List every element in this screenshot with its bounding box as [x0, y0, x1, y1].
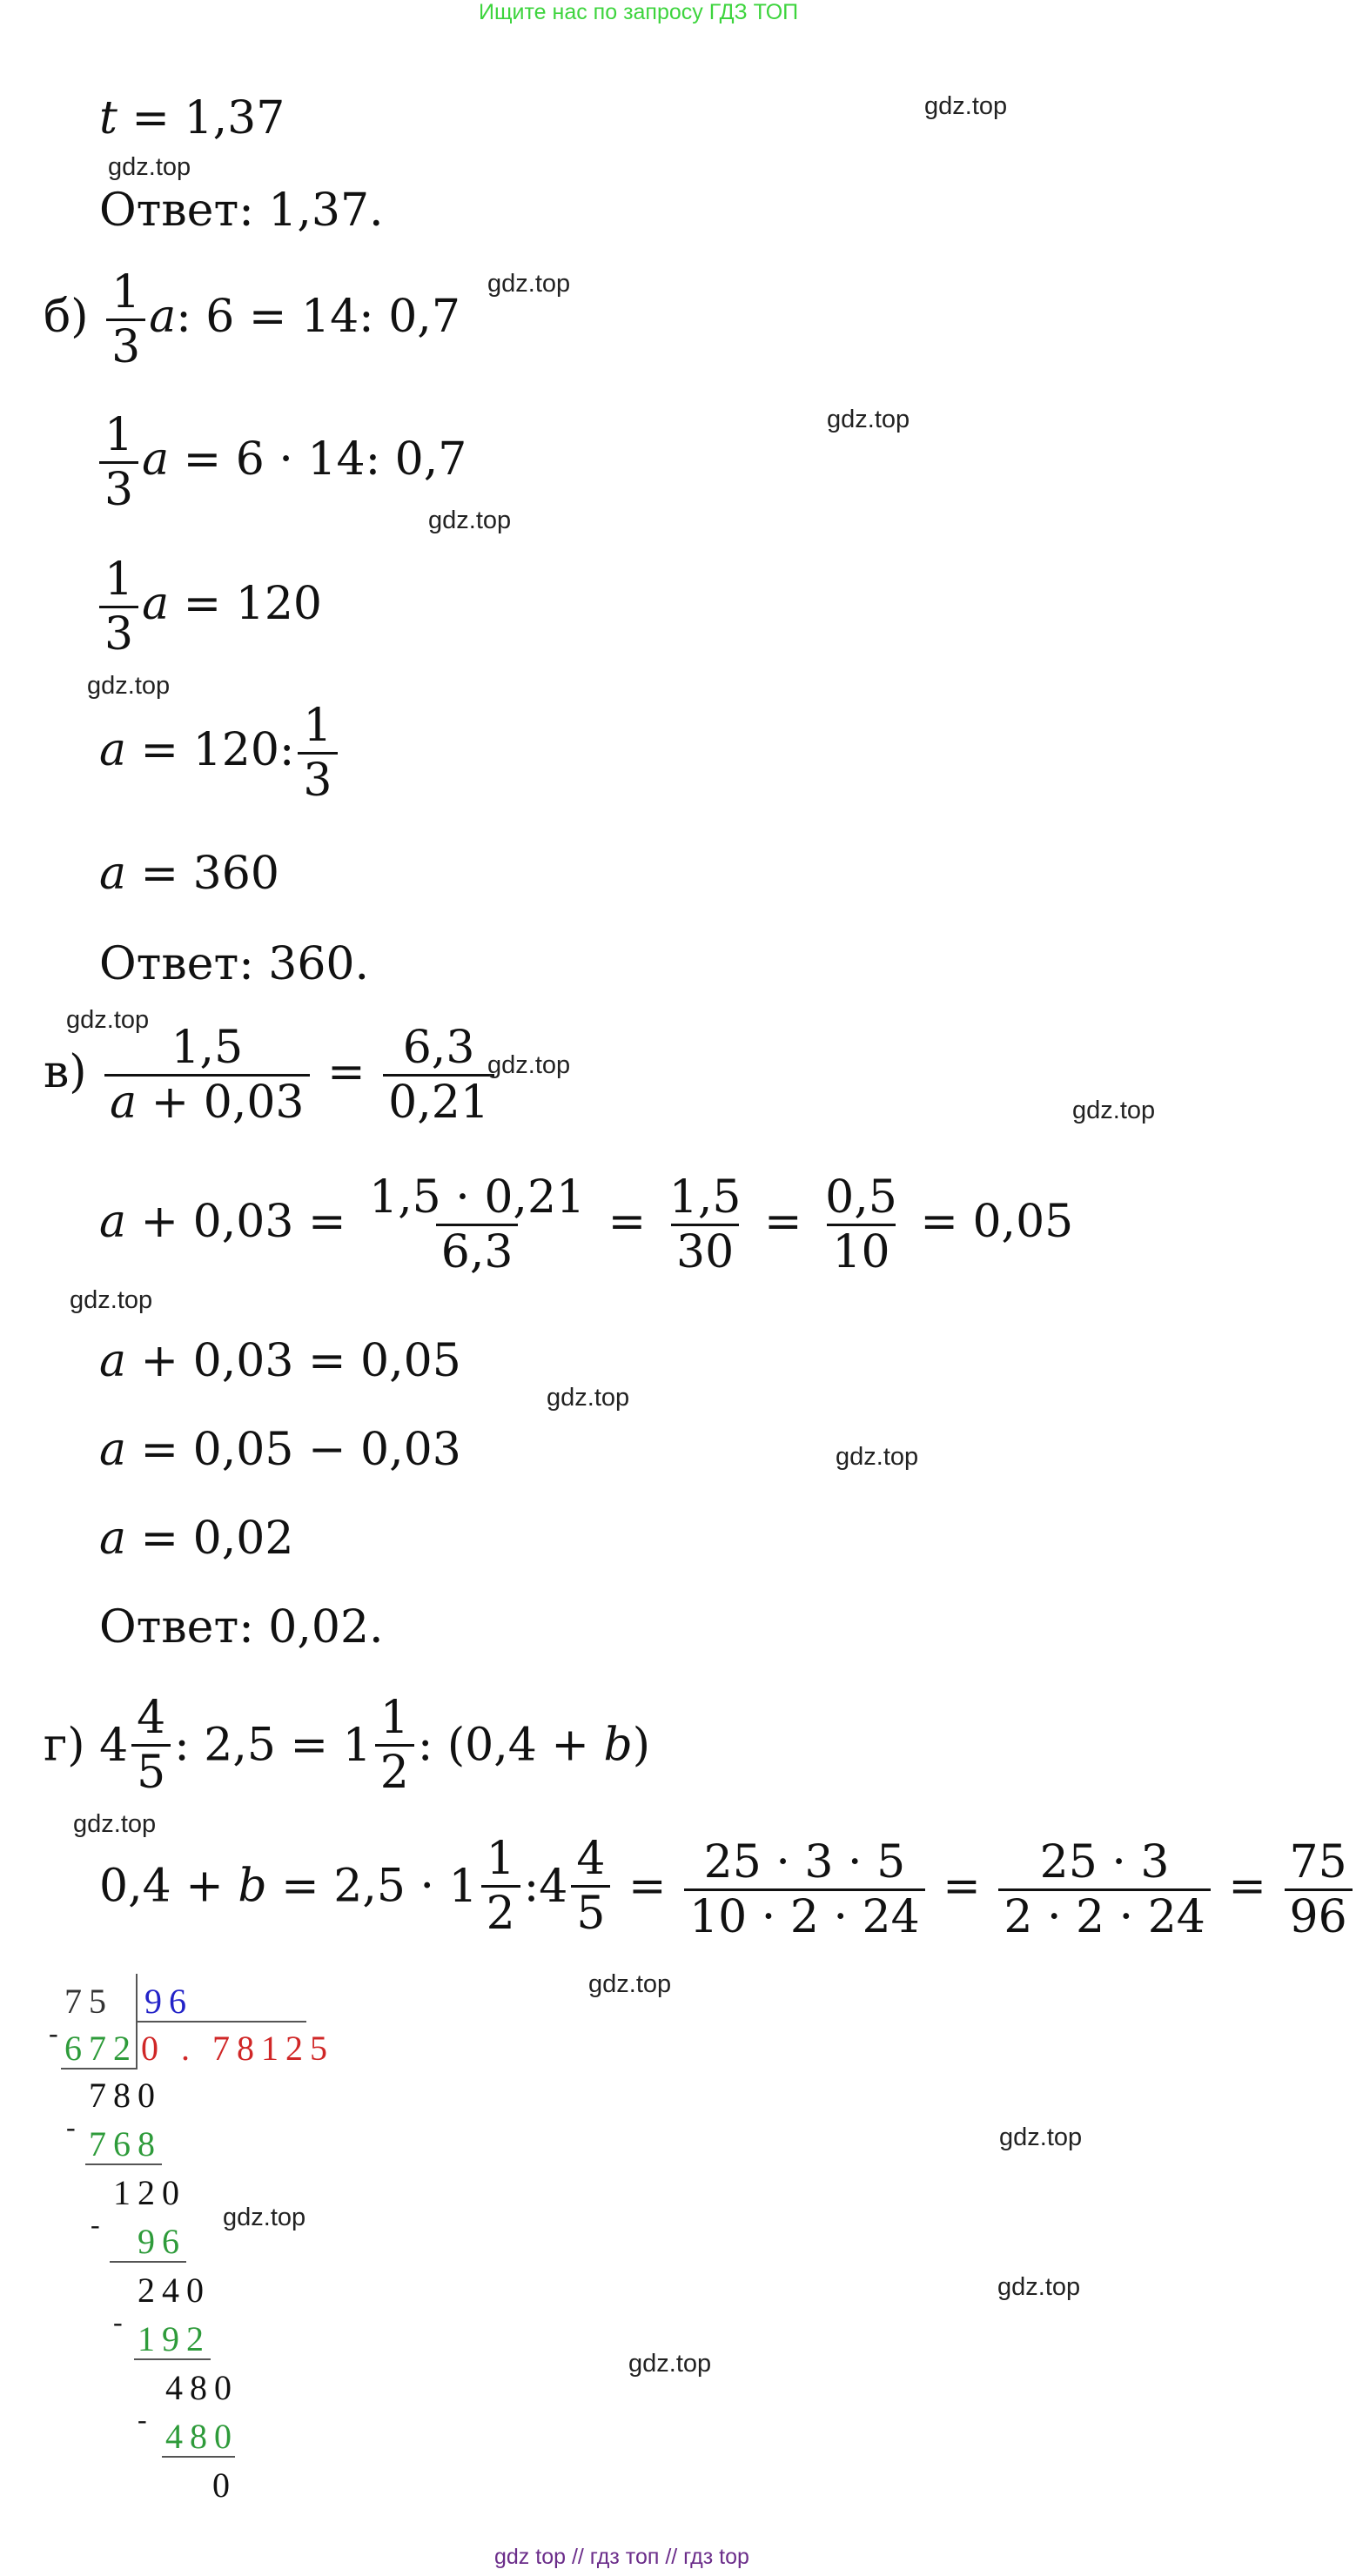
equation-v-4: a = 0,05 − 0,03: [99, 1424, 461, 1476]
watermark: gdz.top: [628, 2350, 712, 2378]
equation-t: t = 1,37: [99, 92, 285, 144]
watermark: gdz.top: [428, 506, 512, 534]
minus-sign: -: [113, 2306, 130, 2338]
quotient: 0 . 78125: [141, 2029, 334, 2068]
answer-a: Ответ: 1,37.: [99, 184, 384, 237]
watermark: gdz.top: [588, 1970, 672, 1998]
dividend: 75: [64, 1982, 113, 2021]
watermark: gdz.top: [1072, 1097, 1156, 1124]
step-subtrahend: 480: [165, 2417, 238, 2456]
step-line: [134, 2358, 211, 2360]
step-remainder: 120: [113, 2173, 186, 2212]
watermark: gdz.top: [70, 1286, 153, 1314]
watermark: gdz.top: [827, 406, 910, 433]
watermark: gdz.top: [66, 1006, 150, 1034]
watermark: gdz.top: [223, 2204, 306, 2231]
divisor: 96: [144, 1982, 193, 2021]
watermark: gdz.top: [997, 2273, 1081, 2301]
step-line: [110, 2261, 186, 2263]
equation-g-2: 0,4 + b = 2,5 · 1 $\frac{1}{2}$ : 4 $\frac{4}{5}$ = $\frac{25 \cdot 3 \cdot 5}{10 \cdot 2 \cdot 24}$ = $\frac{25 \cdot 3}{2 \cdot 2 \cdot 24}$ = $\frac{75}{96}$: [99, 1836, 1356, 1940]
division-bar-horizontal: [136, 2021, 306, 2023]
step-remainder: 780: [89, 2076, 162, 2115]
watermark: gdz.top: [487, 1051, 571, 1079]
equation-v-5: a = 0,02: [99, 1513, 294, 1565]
watermark: gdz.top: [836, 1443, 919, 1471]
minus-sign: -: [66, 2111, 83, 2143]
watermark: gdz.top: [73, 1810, 157, 1838]
step-remainder: 240: [138, 2271, 211, 2310]
watermark: gdz.top: [924, 92, 1008, 120]
step-line: [85, 2163, 162, 2165]
step-subtrahend: 768: [89, 2124, 162, 2163]
footer-links: gdz top // гдз топ // гдз top: [494, 2545, 749, 2569]
minus-sign: -: [49, 2017, 65, 2049]
watermark: gdz.top: [87, 672, 171, 700]
equation-b-4: a = 120: $\frac{1}{3}$: [99, 703, 341, 803]
watermark: gdz.top: [547, 1384, 630, 1412]
header-banner: Ищите нас по запросу ГДЗ ТОП: [479, 0, 799, 24]
watermark: gdz.top: [487, 270, 571, 298]
step-subtrahend: 96: [138, 2222, 186, 2261]
watermark: gdz.top: [108, 153, 191, 181]
step-line: [162, 2456, 235, 2458]
step-subtrahend: 192: [138, 2319, 211, 2358]
equation-b-3: $\frac{1}{3}$ a = 120: [96, 557, 322, 657]
minus-sign: -: [91, 2209, 107, 2240]
answer-v: Ответ: 0,02.: [99, 1601, 384, 1654]
step-remainder: 480: [165, 2368, 238, 2407]
minus-sign: -: [138, 2404, 154, 2435]
equation-v-2: a + 0,03 = $\frac{1,5 \cdot 0,21}{6,3}$ = $\frac{1,5}{30}$ = $\frac{0,5}{10}$ = 0,05: [99, 1171, 1074, 1278]
equation-b-2: $\frac{1}{3}$ a = 6 · 14: 0,7: [96, 413, 467, 513]
step-line: [61, 2068, 138, 2070]
equation-g-1: г) 4 $\frac{4}{5}$ : 2,5 = 1 $\frac{1}{2}$ : (0,4 + b): [44, 1692, 651, 1799]
equation-v-1: в) $\frac{1,5}{a + 0,03}$ = $\frac{6,3}{0,21}$: [44, 1025, 498, 1125]
step-subtrahend: 672: [64, 2029, 138, 2068]
equation-b-1: б) $\frac{1}{3}$ a: 6 = 14: 0,7: [44, 266, 460, 373]
equation-b-5: a = 360: [99, 848, 279, 900]
answer-b: Ответ: 360.: [99, 938, 370, 990]
equation-v-3: a + 0,03 = 0,05: [99, 1335, 461, 1387]
final-remainder: 0: [212, 2465, 237, 2505]
watermark: gdz.top: [999, 2123, 1083, 2151]
